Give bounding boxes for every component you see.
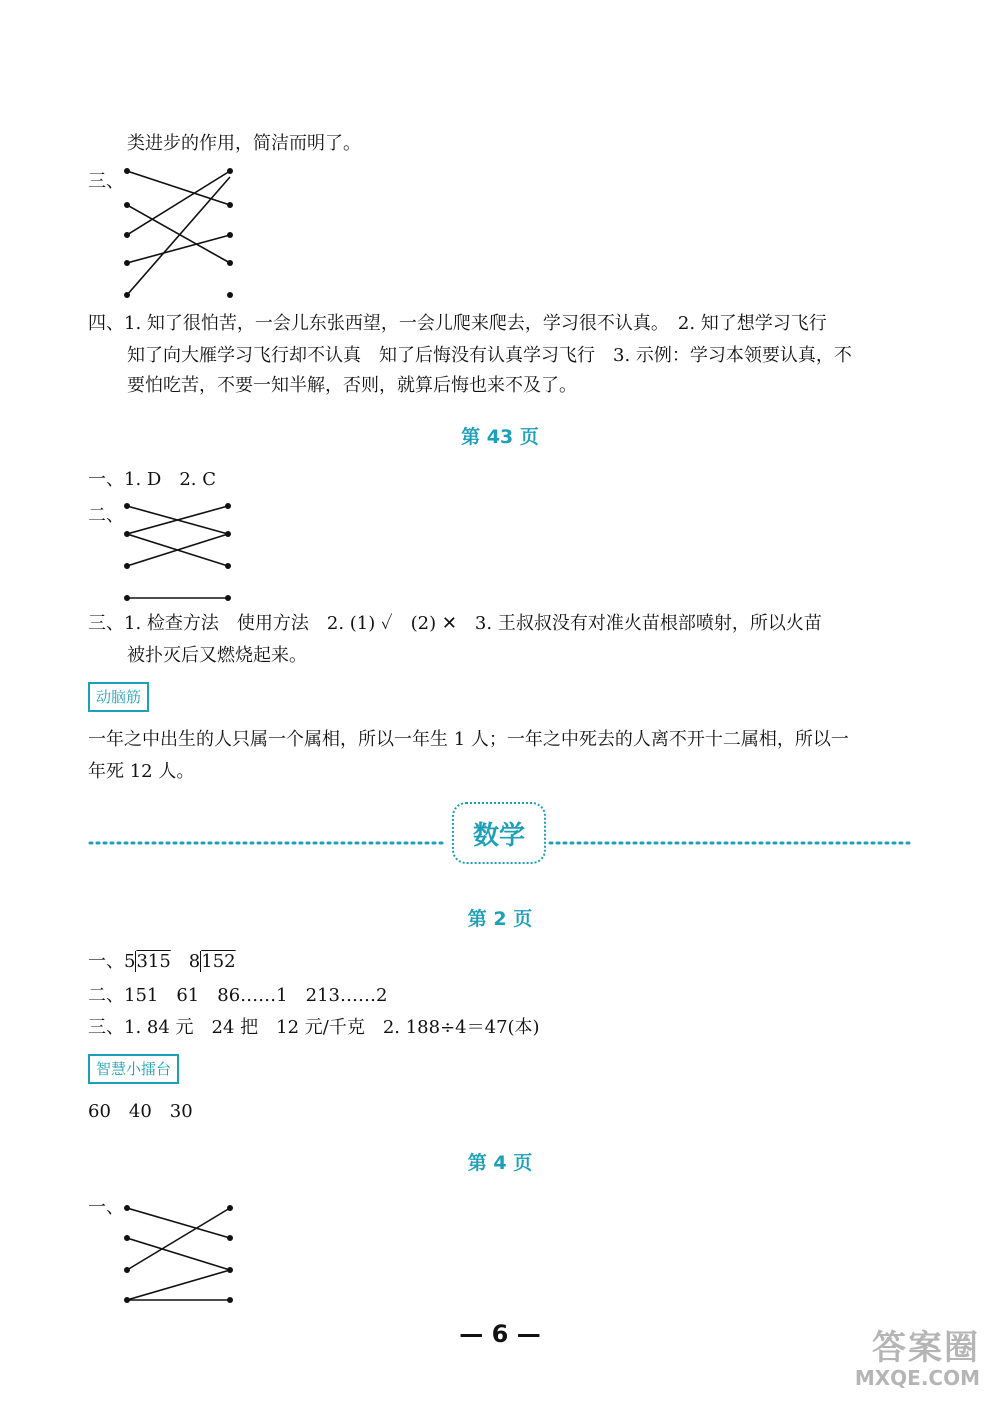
match-line [127,205,230,263]
brain-teaser-line2: 年死 12 人。 [88,761,195,782]
page-43-q3-line2: 被扑灭后又燃烧起来。 [127,645,307,666]
section-4-line1: 四、1. 知了很怕苦，一会儿东张西望，一会儿爬来爬去，学习很不认真。 2. 知了想学习飞行 [88,313,827,334]
long-division-2: 152 [201,951,236,972]
page-43-q3-line1: 三、1. 检查方法 使用方法 2. (1) ✓ (2) ✕ 3. 王叔叔没有对准火苗根部喷射，所以火苗 [88,613,822,634]
match-line [127,1208,230,1270]
page-4-heading: 第 4 页 [467,1152,533,1174]
page-2-heading: 第 2 页 [467,908,533,930]
long-division-1: 315 [136,951,171,972]
page-43-q2-label: 二、 [88,505,124,526]
continuation-text: 类进步的作用，简洁而明了。 [127,133,361,154]
page-2-answer: 60 40 30 [88,1101,193,1122]
wisdom-box: 智慧小擂台 [88,1054,179,1084]
watermark-line1: 答案圈 [872,1328,980,1368]
section-3-label: 三、 [88,171,124,192]
brain-teaser-box: 动脑筋 [88,682,149,712]
match-line [127,177,230,295]
brain-teaser-line1: 一年之中出生的人只属一个属相，所以一年生 1 人；一年之中死去的人离不开十二属相，所以一 [88,729,849,750]
divider-right [550,830,910,834]
page-2-q1-mid: 8 [170,951,201,972]
subject-badge: 数学 [452,802,546,864]
match-line [127,1238,230,1270]
section-4-line3: 要怕吃苦，不要一知半解，否则，就算后悔也来不及了。 [127,375,577,396]
match-line [127,235,230,263]
page-2-q3: 三、1. 84 元 24 把 12 元/千克 2. 188÷4＝47(本) [88,1017,540,1038]
section-4-line2: 知了向大雁学习飞行却不认真 知了后悔没有认真学习飞行 3. 示例：学习本领要认真，不 [127,345,852,366]
match-line [127,1208,230,1238]
page-2-q1 [88,950,236,974]
matching-diagram-1 [120,165,240,305]
matching-diagram-3 [120,1200,240,1310]
match-line [127,1270,230,1300]
page-4-q1-label: 一、 [88,1197,124,1218]
page-43-heading: 第 43 页 [461,426,539,448]
page-2-q2: 二、151 61 86……1 213……2 [88,985,388,1006]
page-43-q1: 一、1. D 2. C [88,469,216,490]
watermark-logo [810,1320,980,1390]
watermark-line2: MXQE.COM [854,1366,980,1390]
page-2-q1-prefix: 一、5 [88,951,136,972]
matching-diagram-2 [120,498,240,608]
divider-left [90,830,445,834]
match-line [127,171,230,235]
match-line [127,171,230,205]
page-number: — 6 — [459,1320,541,1348]
